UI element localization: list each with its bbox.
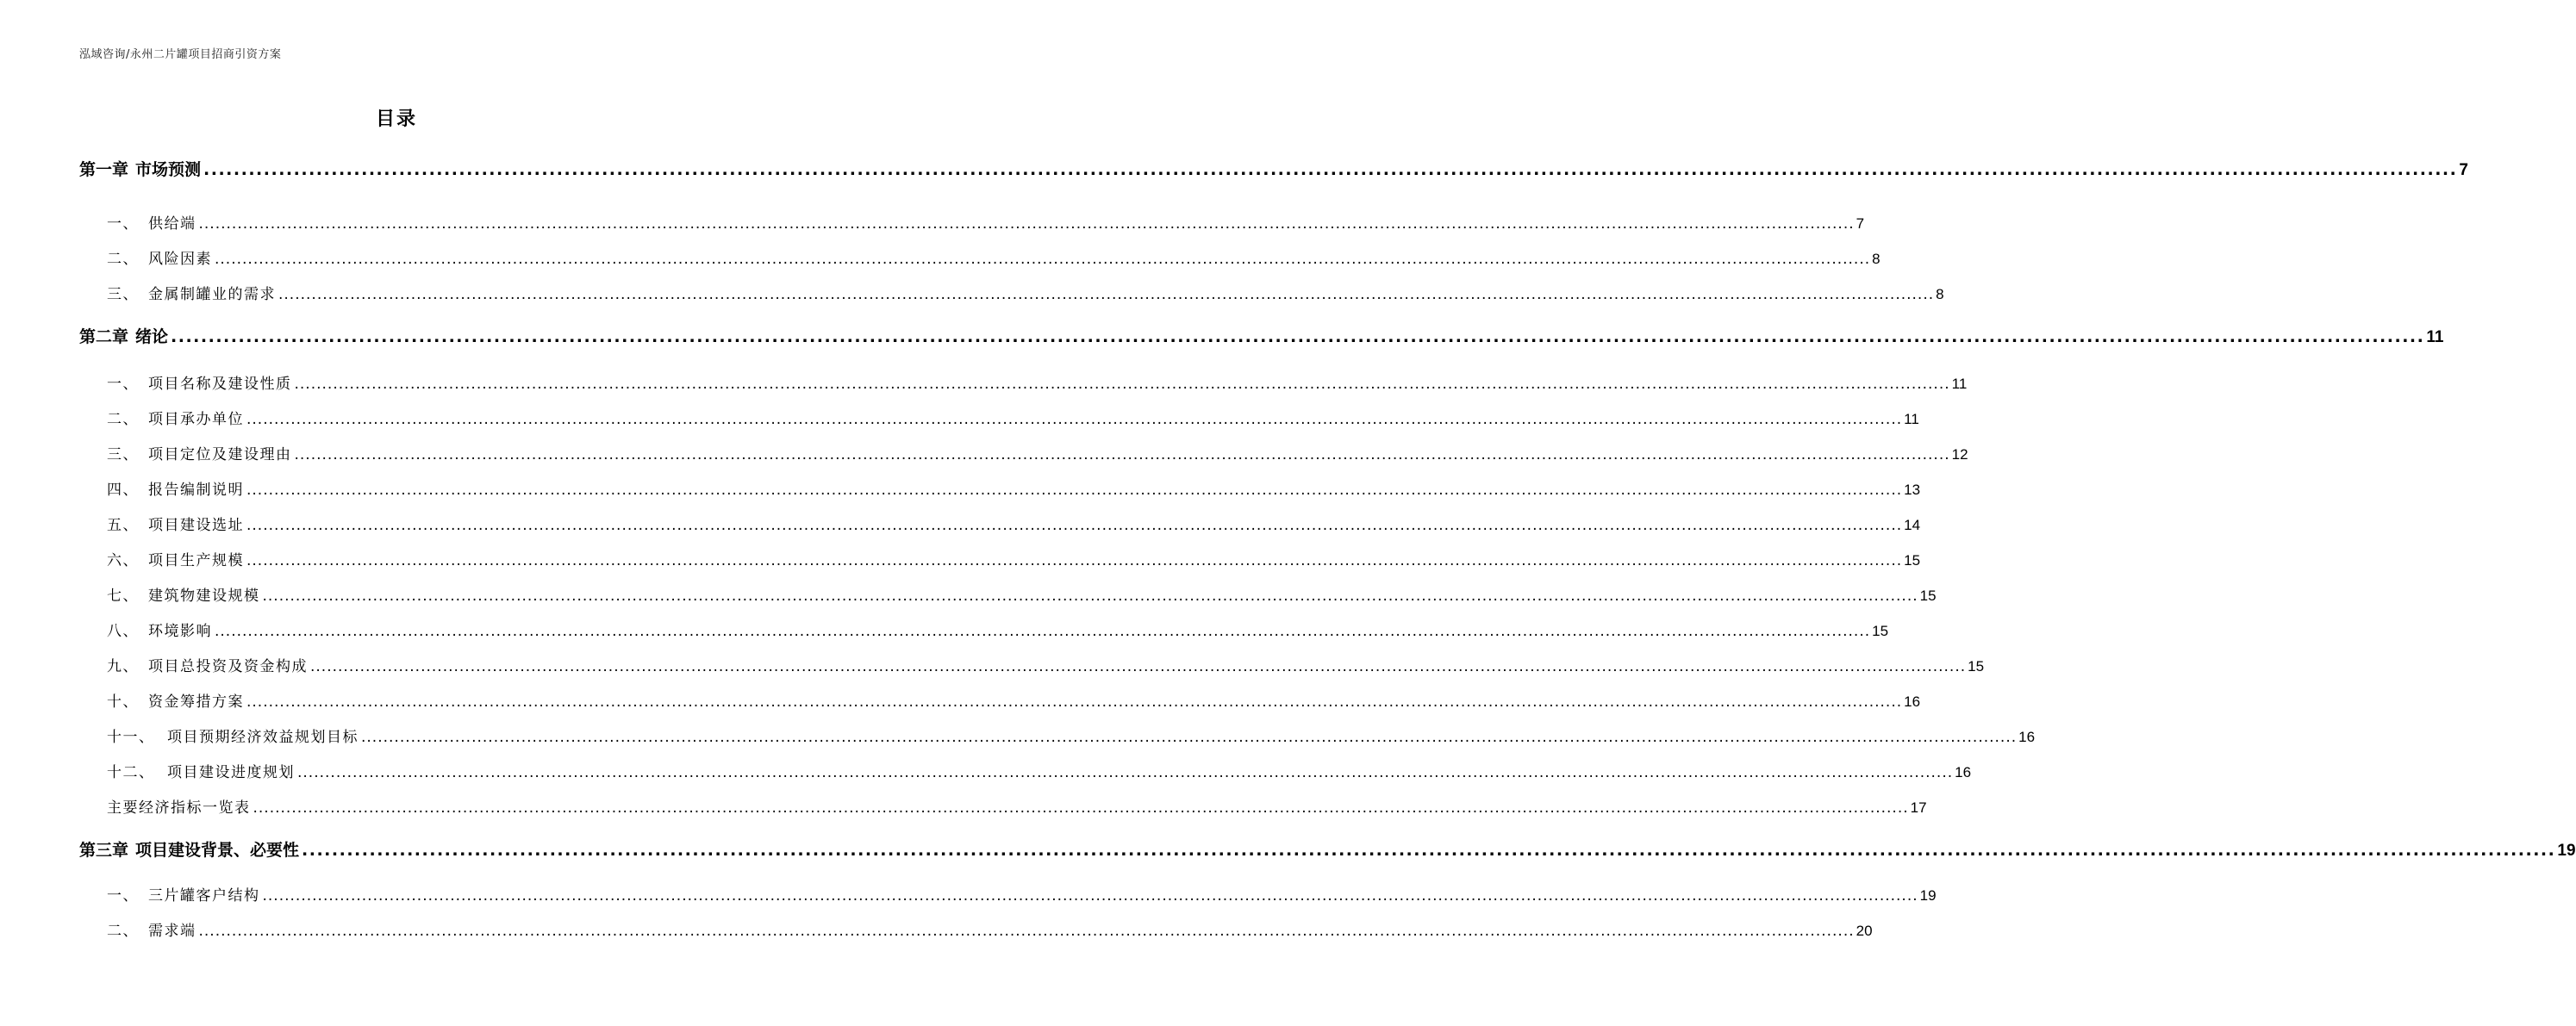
toc-leader-dots: ............................................................................................................................................................................................................................................................................................................	[246, 693, 1903, 711]
toc-entry-title: 绪论	[135, 327, 169, 346]
toc-entry-section[interactable]	[107, 548, 1921, 569]
toc-entry-title: 需求端	[148, 923, 196, 940]
toc-leader-dots: ............................................................................................................................................................................................................................................................................................................	[246, 411, 1903, 428]
toc-entry-section[interactable]	[107, 583, 1937, 605]
toc-entry-title: 三片罐客户结构	[148, 887, 260, 905]
toc-leader-dots: ............................................................................................................................................................................................................................................................................................................	[361, 729, 2018, 746]
toc-entry-title: 项目建设选址	[148, 517, 244, 534]
toc-entry-page: 8	[1936, 286, 1944, 302]
page-header: 泓域咨询/永州二片罐项目招商引资方案	[79, 48, 282, 61]
toc-leader-dots: ............................................................................................................................................................................................................................................................................................................	[215, 623, 1871, 640]
toc-entry-title: 项目生产规模	[148, 552, 244, 569]
toc-leader-dots: ............................................................................................................................................................................................................................................................................................................	[310, 658, 1967, 675]
toc-entry-page: 11	[2426, 328, 2444, 346]
toc-entry-number: 五、	[107, 517, 139, 534]
toc-entry-number: 九、	[107, 658, 139, 675]
toc-entry-section[interactable]	[107, 371, 1968, 393]
toc-leader-dots: ............................................................................................................................................................................................................................................................................................................	[262, 588, 1918, 605]
toc-entry-section[interactable]	[107, 211, 1865, 233]
toc-entry-title: 风险因素	[148, 251, 212, 268]
toc-leader-dots: ............................................................................................................................................................................................................................................................................................................	[203, 160, 2458, 179]
toc-entry-page: 7	[2459, 161, 2468, 179]
toc-entry-number: 六、	[107, 552, 139, 569]
toc-entry-section[interactable]	[107, 407, 1919, 428]
toc-entry-page: 7	[1856, 215, 1865, 232]
toc-leader-dots: ............................................................................................................................................................................................................................................................................................................	[294, 446, 1950, 463]
toc-entry-title: 资金筹措方案	[148, 693, 244, 711]
toc-entry-number: 一、	[107, 887, 139, 905]
toc-leader-dots: ............................................................................................................................................................................................................................................................................................................	[294, 376, 1950, 393]
toc-entry-section[interactable]	[107, 795, 1927, 817]
toc-entry-title: 项目定位及建设理由	[148, 446, 292, 463]
toc-entry-section[interactable]	[107, 246, 1881, 268]
toc-entry-number: 三、	[107, 286, 139, 303]
toc-entry-page: 20	[1856, 923, 1873, 939]
toc-entry-page: 13	[1904, 482, 1921, 498]
toc-entry-page: 19	[2557, 842, 2576, 860]
toc-entry-section[interactable]	[107, 654, 1985, 675]
toc-entry-page: 15	[1919, 588, 1937, 604]
toc-entry-section[interactable]	[107, 724, 2036, 746]
toc-entry-page: 16	[2018, 729, 2036, 745]
toc-leader-dots: ............................................................................................................................................................................................................................................................................................................	[262, 887, 1918, 905]
toc-leader-dots: ............................................................................................................................................................................................................................................................................................................	[246, 482, 1903, 499]
toc-entry-title: 环境影响	[148, 623, 212, 640]
toc-entry-title: 项目总投资及资金构成	[148, 658, 308, 675]
toc-entry-section[interactable]	[107, 477, 1921, 499]
toc-entry-section[interactable]	[107, 282, 1944, 303]
toc-leader-dots: ............................................................................................................................................................................................................................................................................................................	[171, 327, 2425, 346]
toc-leader-dots: ............................................................................................................................................................................................................................................................................................................	[302, 841, 2556, 860]
toc-entry-title: 项目建设进度规划	[167, 764, 295, 781]
toc-entry-number: 十一、	[107, 729, 155, 746]
toc-leader-dots: ............................................................................................................................................................................................................................................................................................................	[246, 552, 1903, 569]
toc-entry-section[interactable]	[107, 513, 1921, 534]
toc-entry-number: 第二章	[79, 327, 129, 346]
toc-entry-number: 二、	[107, 251, 139, 268]
toc-entry-number: 七、	[107, 588, 139, 605]
toc-leader-dots: ............................................................................................................................................................................................................................................................................................................	[215, 251, 1871, 268]
toc-leader-dots: ............................................................................................................................................................................................................................................................................................................	[198, 215, 1855, 233]
toc-entry-title: 项目预期经济效益规划目标	[167, 729, 359, 746]
toc-entry-section[interactable]	[107, 619, 1889, 640]
toc-leader-dots: ............................................................................................................................................................................................................................................................................................................	[253, 799, 1909, 817]
toc-entry-number: 十二、	[107, 764, 155, 781]
toc-entry-page: 16	[1904, 693, 1921, 710]
toc-entry-title: 项目名称及建设性质	[148, 376, 292, 393]
toc-entry-page: 8	[1872, 251, 1881, 267]
toc-entry-page: 16	[1955, 764, 1972, 780]
toc-entry-page: 15	[1872, 623, 1889, 639]
toc-entry-number: 一、	[107, 376, 139, 393]
toc-entry-section[interactable]	[107, 442, 1968, 463]
toc-entry-title: 供给端	[148, 215, 196, 233]
toc-entry-number: 四、	[107, 482, 139, 499]
toc-entry-title: 项目承办单位	[148, 411, 244, 428]
toc-entry-page: 15	[1904, 552, 1921, 569]
toc-entry-chapter-3[interactable]	[79, 837, 2576, 861]
toc-entry-title: 主要经济指标一览表	[107, 799, 251, 817]
toc-entry-number: 第三章	[79, 841, 129, 860]
toc-leader-dots: ............................................................................................................................................................................................................................................................................................................	[297, 764, 1954, 781]
toc-entry-title: 建筑物建设规模	[148, 588, 260, 605]
toc-entry-page: 15	[1968, 658, 1985, 675]
toc-entry-number: 二、	[107, 411, 139, 428]
toc-entry-page: 14	[1904, 517, 1921, 533]
toc-entry-page: 11	[1951, 376, 1968, 392]
toc-leader-dots: ............................................................................................................................................................................................................................................................................................................	[246, 517, 1903, 534]
toc-title: 目录	[375, 109, 417, 130]
toc-entry-page: 17	[1910, 799, 1927, 816]
toc-entry-page: 12	[1951, 446, 1968, 463]
toc-entry-number: 十、	[107, 693, 139, 711]
toc-entry-title: 市场预测	[135, 160, 202, 179]
toc-entry-chapter-2[interactable]	[79, 324, 2444, 347]
toc-entry-title: 报告编制说明	[148, 482, 244, 499]
toc-entry-section[interactable]	[107, 918, 1873, 940]
toc-entry-title: 金属制罐业的需求	[148, 286, 276, 303]
toc-entry-number: 一、	[107, 215, 139, 233]
toc-entry-number: 三、	[107, 446, 139, 463]
toc-entry-section[interactable]	[107, 760, 1972, 781]
toc-entry-title: 项目建设背景、必要性	[135, 841, 300, 860]
toc-entry-number: 第一章	[79, 160, 129, 179]
toc-entry-number: 二、	[107, 923, 139, 940]
toc-entry-page: 19	[1919, 887, 1937, 904]
toc-entry-page: 11	[1904, 411, 1919, 427]
toc-leader-dots: ............................................................................................................................................................................................................................................................................................................	[198, 923, 1855, 940]
toc-leader-dots: ............................................................................................................................................................................................................................................................................................................	[278, 286, 1935, 303]
toc-entry-number: 八、	[107, 623, 139, 640]
toc-entry-chapter-1[interactable]	[79, 157, 2468, 180]
toc-entry-section[interactable]	[107, 689, 1921, 711]
toc-entry-section[interactable]	[107, 883, 1937, 905]
